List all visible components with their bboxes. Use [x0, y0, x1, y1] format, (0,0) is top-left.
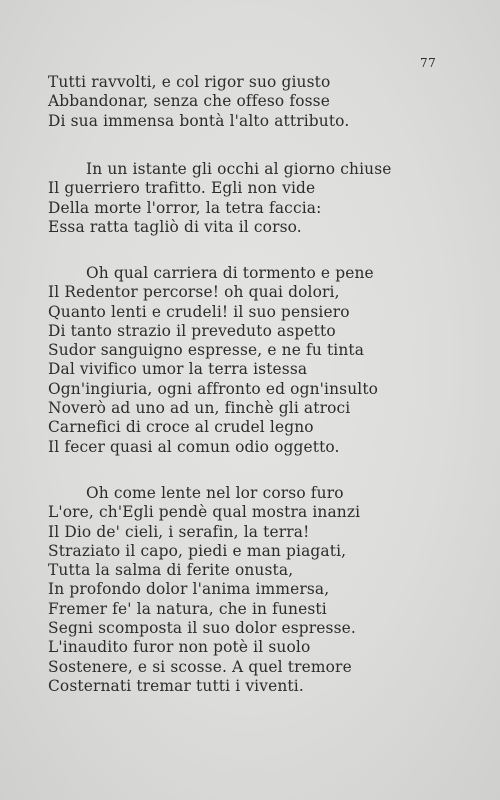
- stanza: [0, 160, 440, 237]
- verse-line: Di sua immensa bontà l'alto attributo.: [48, 111, 350, 130]
- verse-line: Della morte l'orror, la tetra faccia:: [48, 198, 322, 217]
- verse-line: Straziato il capo, piedi e man piagati,: [48, 541, 347, 560]
- stanza: [0, 484, 440, 696]
- verse-line: Il guerriero trafitto. Egli non vide: [48, 179, 316, 198]
- page-number: 77: [420, 56, 437, 70]
- verse-line: Oh come lente nel lor corso furo: [86, 484, 344, 502]
- verse-line: Oh qual carriera di tormento e pene: [86, 264, 374, 282]
- verse-line: Essa ratta tagliò di vita il corso.: [48, 217, 302, 236]
- verse-line: Il Dio de' cieli, i serafin, la terra!: [48, 522, 310, 541]
- verse-line: Il fecer quasi al comun odio oggetto.: [48, 437, 340, 456]
- verse-line: Abbandonar, senza che offeso fosse: [48, 92, 330, 111]
- verse-line: L'ore, ch'Egli pendè qual mostra inanzi: [48, 503, 361, 522]
- verse-line: Sudor sanguigno espresse, e ne fu tinta: [48, 341, 365, 360]
- verse-line: Di tanto strazio il preveduto aspetto: [48, 321, 336, 340]
- verse-line: Tutta la salma di ferite onusta,: [48, 561, 294, 580]
- verse-line: Costernati tremar tutti i viventi.: [48, 676, 304, 695]
- verse-line: Il Redentor percorse! oh quai dolori,: [48, 283, 340, 302]
- verse-line: Fremer fe' la natura, che in funesti: [48, 599, 327, 618]
- verse-line: Ogn'ingiuria, ogni affronto ed ogn'insulto: [48, 379, 379, 398]
- verse-line: Sostenere, e si scosse. A quel tremore: [48, 657, 352, 676]
- verse-line: Noverò ad uno ad un, finchè gli atroci: [48, 399, 351, 418]
- verse-line: Dal vivifico umor la terra istessa: [48, 360, 308, 379]
- verse-line: Segni scomposta il suo dolor espresse.: [48, 619, 356, 638]
- verse-line: In un istante gli occhi al giorno chiuse: [86, 160, 392, 178]
- verse-line: In profondo dolor l'anima immersa,: [48, 580, 330, 599]
- verse-line: Quanto lenti e crudeli! il suo pensiero: [48, 302, 350, 321]
- stanza: [0, 73, 440, 131]
- verse-line: Carnefici di croce al crudel legno: [48, 418, 314, 437]
- stanza: [0, 264, 440, 457]
- verse-line: L'inaudito furor non potè il suolo: [48, 638, 311, 657]
- verse-line: Tutti ravvolti, e col rigor suo giusto: [48, 73, 331, 91]
